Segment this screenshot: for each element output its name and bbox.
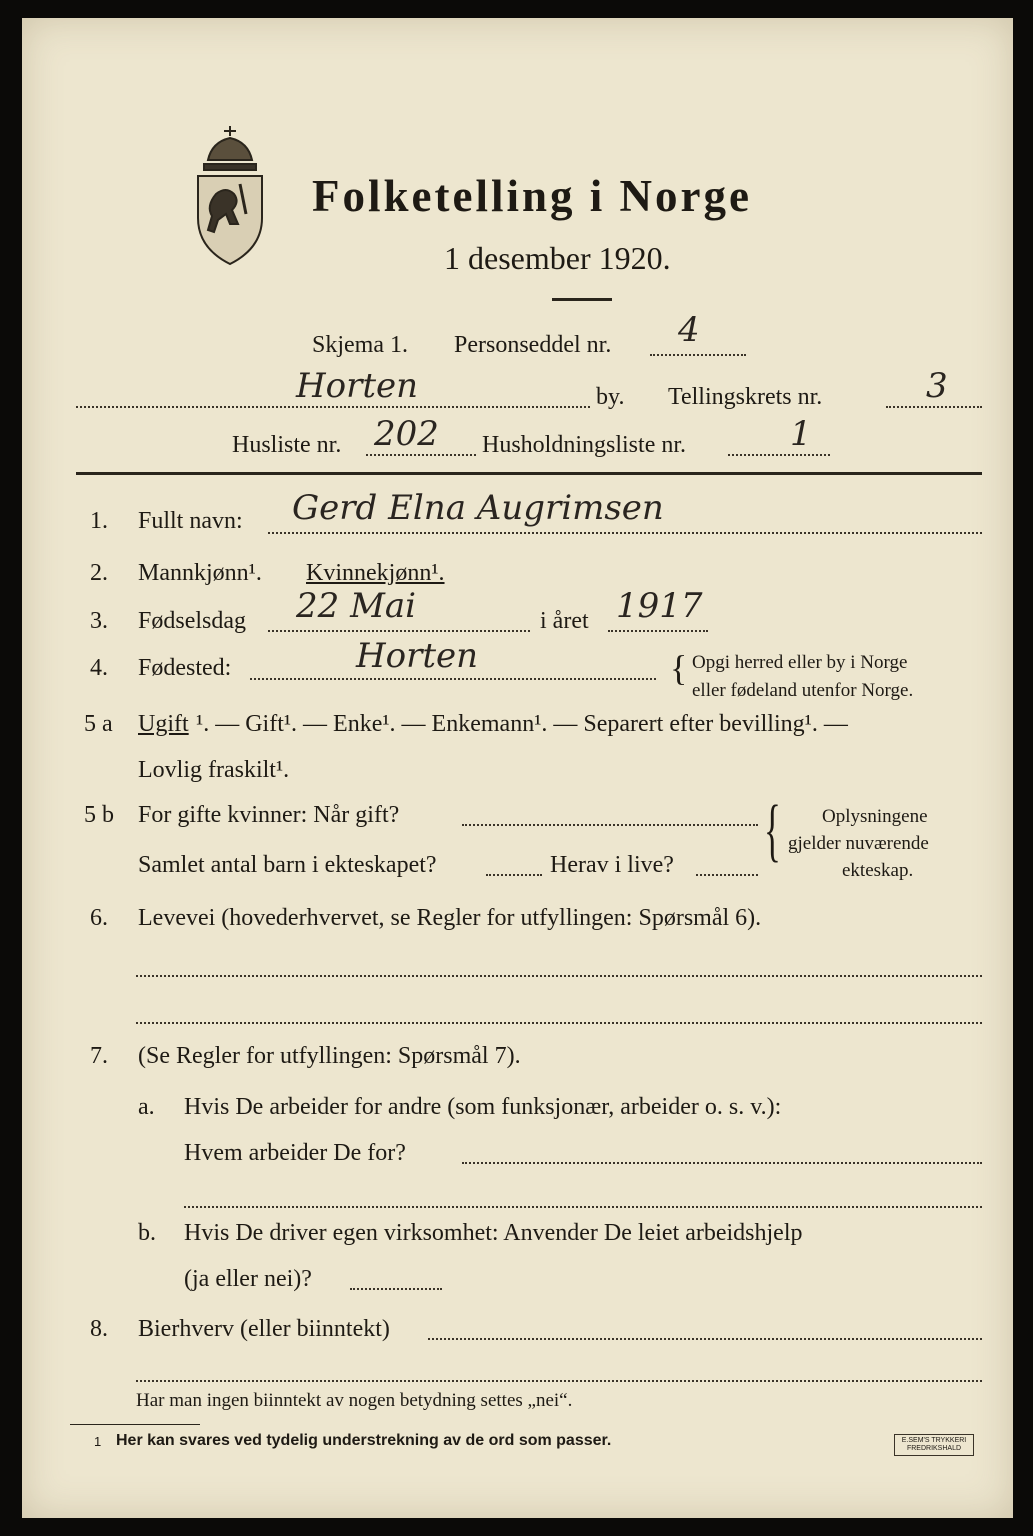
city-value: Horten xyxy=(296,366,419,406)
q3-year-value: 1917 xyxy=(616,586,703,626)
q5b-note-line3: ekteskap. xyxy=(842,860,914,881)
q7a-line1: Hvis De arbeider for andre (som funksjonær, arbeider o. s. v.): xyxy=(184,1094,782,1120)
footnote-text: Her kan svares ved tydelig understrekning av de ord som passer. xyxy=(116,1432,612,1449)
q8-label: Bierhverv (eller biinntekt) xyxy=(138,1316,390,1342)
tellingskrets-value: 3 xyxy=(926,366,948,406)
personseddel-label: Personseddel nr. xyxy=(454,332,612,358)
q4-number: 4. xyxy=(90,655,108,681)
q3-day-line xyxy=(268,630,530,632)
norwegian-coat-of-arms-icon xyxy=(188,120,272,270)
q6-number: 6. xyxy=(90,905,108,931)
footnote-number: 1 xyxy=(94,1434,102,1449)
q4-brace: { xyxy=(670,648,688,688)
q5b-when-married-line xyxy=(462,824,758,826)
tellingskrets-label: Tellingskrets nr. xyxy=(668,384,823,410)
q5a-ugift-option: Ugift xyxy=(138,711,189,737)
q7a-who-line xyxy=(462,1162,982,1164)
q3-number: 3. xyxy=(90,608,108,634)
q3-birthday-value: 22 Mai xyxy=(296,586,417,626)
q4-note-line2: eller fødeland utenfor Norge. xyxy=(692,680,914,701)
personseddel-value: 4 xyxy=(678,310,700,350)
q5b-alive-label: Herav i live? xyxy=(550,852,674,878)
schema-label: Skjema 1. xyxy=(312,332,408,358)
city-line xyxy=(76,406,590,408)
q2-number: 2. xyxy=(90,560,108,586)
q5a-divorced-option: Lovlig fraskilt¹. xyxy=(138,757,290,783)
q3-label: Fødselsdag xyxy=(138,608,246,634)
form-title: Folketelling i Norge xyxy=(312,171,752,221)
q5b-when-married-label: For gifte kvinner: Når gift? xyxy=(138,802,400,828)
q7b-number: b. xyxy=(138,1220,156,1246)
printer-stamp xyxy=(894,1434,974,1456)
q5b-number: 5 b xyxy=(84,802,114,828)
husliste-label: Husliste nr. xyxy=(232,432,342,458)
q8-note: Har man ingen biinntekt av nogen betydning settes „nei“. xyxy=(136,1390,573,1411)
q5b-children-label: Samlet antal barn i ekteskapet? xyxy=(138,852,437,878)
q2-male-option: Mannkjønn¹. xyxy=(138,560,262,586)
q7b-yesno-line xyxy=(350,1288,442,1290)
q8-line1 xyxy=(428,1338,982,1340)
personseddel-line xyxy=(650,354,746,356)
husliste-value: 202 xyxy=(374,414,439,454)
q7a-number: a. xyxy=(138,1094,155,1120)
q7b-line1: Hvis De driver egen virksomhet: Anvender De leiet arbeidshjelp xyxy=(184,1220,803,1246)
q2-female-option: Kvinnekjønn¹. xyxy=(306,560,445,586)
q7-label: (Se Regler for utfyllingen: Spørsmål 7). xyxy=(138,1043,521,1069)
q7a-line2 xyxy=(184,1206,982,1208)
q5b-children-line xyxy=(486,874,542,876)
q7-number: 7. xyxy=(90,1043,108,1069)
q5a-number: 5 a xyxy=(84,711,113,737)
husliste-line xyxy=(366,454,476,456)
q1-label: Fullt navn: xyxy=(138,508,243,534)
q3-year-line xyxy=(608,630,708,632)
q6-label: Levevei (hovederhvervet, se Regler for utfyllingen: Spørsmål 6). xyxy=(138,905,762,931)
tellingskrets-line xyxy=(886,406,982,408)
printer-stamp-line1: E.SEM'S TRYKKERI xyxy=(901,1437,967,1444)
q7a-who-label: Hvem arbeider De for? xyxy=(184,1140,406,1166)
footnote-divider xyxy=(70,1424,200,1425)
husholdning-label: Husholdningsliste nr. xyxy=(482,432,687,458)
q3-year-label: i året xyxy=(540,608,589,634)
husholdning-value: 1 xyxy=(790,414,812,454)
q5b-brace: { xyxy=(764,792,781,869)
q7b-yesno-label: (ja eller nei)? xyxy=(184,1266,312,1292)
by-label: by. xyxy=(596,384,625,410)
q6-line1 xyxy=(136,975,982,977)
q6-line2 xyxy=(136,1022,982,1024)
q1-full-name: Gerd Elna Augrimsen xyxy=(292,488,664,528)
q4-birthplace-value: Horten xyxy=(356,636,479,676)
q8-line2 xyxy=(136,1380,982,1382)
printer-stamp-line2: FREDRIKSHALD xyxy=(906,1445,962,1452)
q8-number: 8. xyxy=(90,1316,108,1342)
husholdning-line xyxy=(728,454,830,456)
q4-note-line1: Opgi herred eller by i Norge xyxy=(692,652,908,673)
title-divider xyxy=(552,298,612,301)
q4-line xyxy=(250,678,656,680)
header-divider xyxy=(76,472,982,475)
q5b-note-line1: Oplysningene xyxy=(822,806,928,827)
census-date: 1 desember 1920. xyxy=(444,240,671,276)
q5a-marital-options: ¹. — Gift¹. — Enke¹. — Enkemann¹. — Separert efter bevilling¹. — xyxy=(196,711,848,737)
q1-line xyxy=(268,532,982,534)
q5b-note-line2: gjelder nuværende xyxy=(788,833,929,854)
q4-label: Fødested: xyxy=(138,655,232,681)
q5b-alive-line xyxy=(696,874,758,876)
q1-number: 1. xyxy=(90,508,108,534)
